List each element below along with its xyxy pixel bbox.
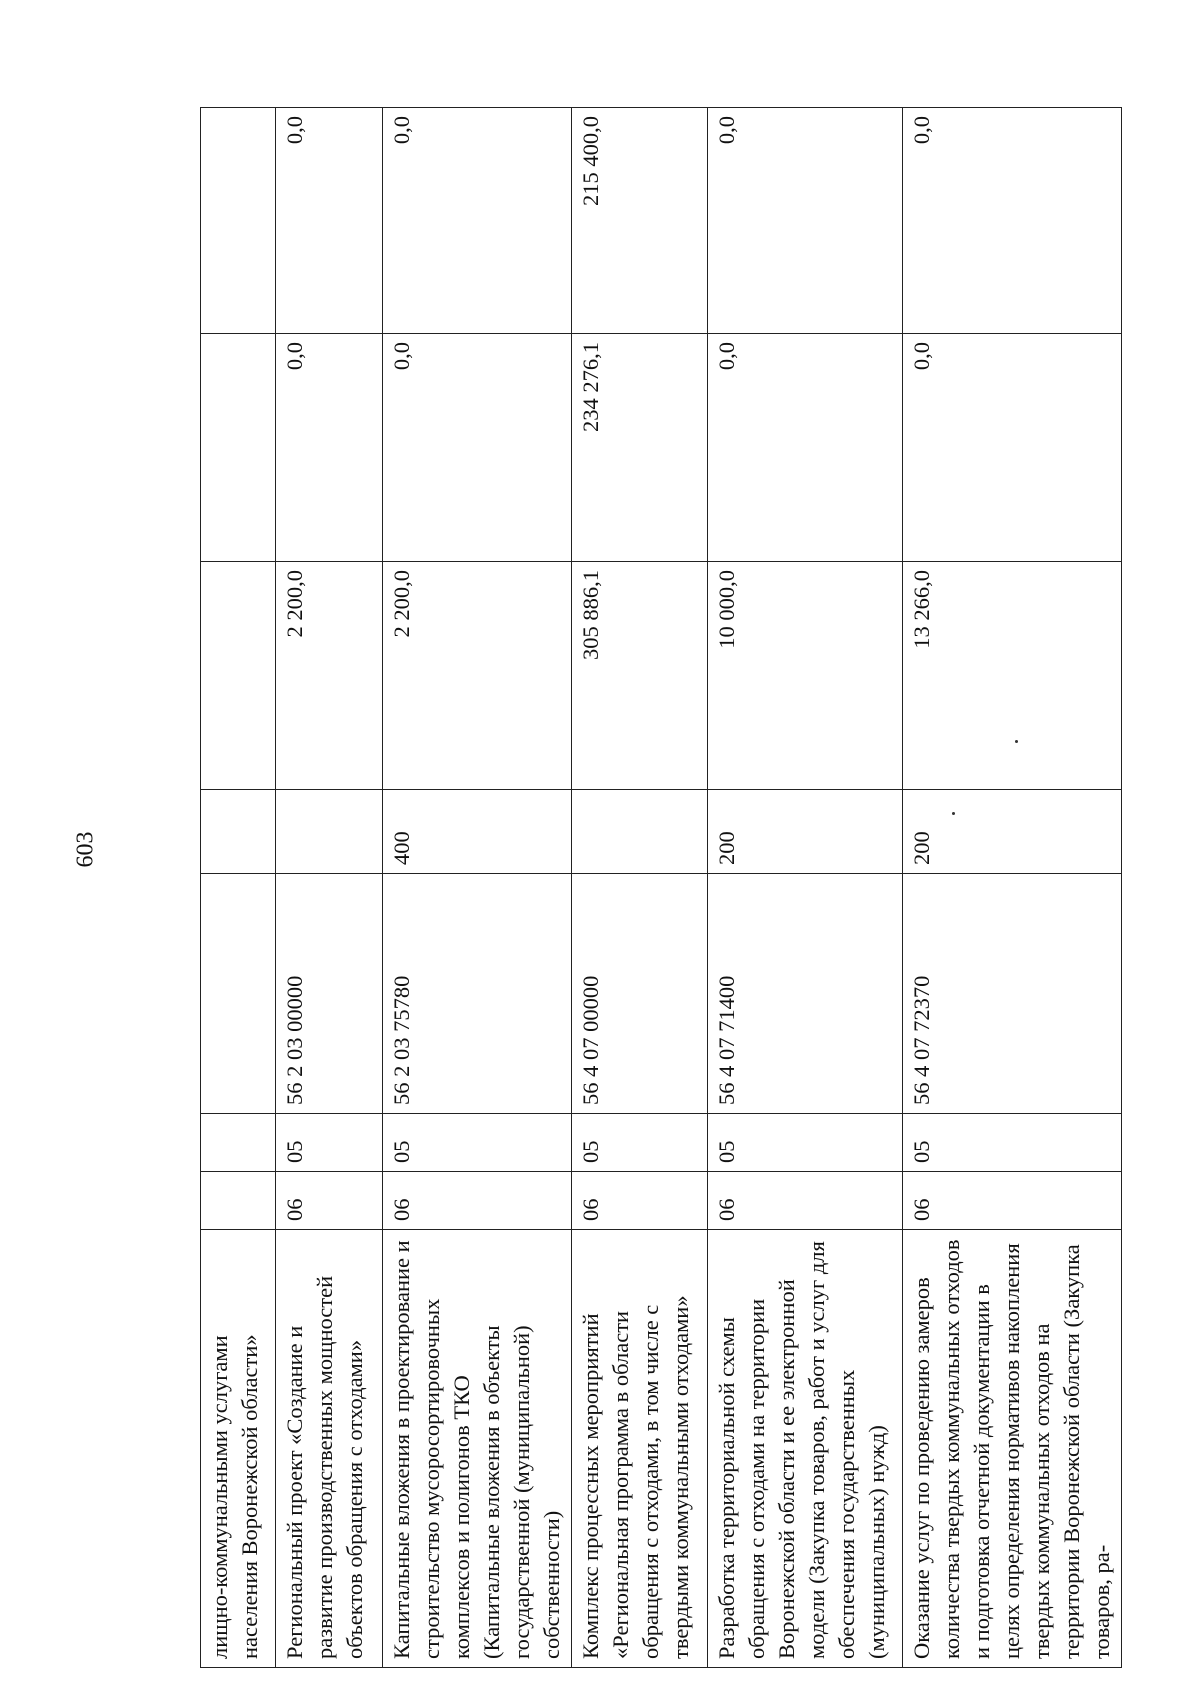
- cell-name: Региональный проект «Создание и развитие производственных мощностей объектов обращения с отходами»: [276, 1230, 383, 1668]
- cell-amount-3: 0,0: [276, 108, 383, 334]
- cell-section: 06: [572, 1172, 708, 1230]
- cell-subsection: 05: [383, 1114, 572, 1172]
- cell-expense-type: 200: [903, 790, 1122, 874]
- cell-subsection: 05: [276, 1114, 383, 1172]
- table-row: [572, 108, 708, 1668]
- table-row: [708, 108, 903, 1668]
- budget-table-frame: [200, 108, 1114, 1668]
- cell-section: 06: [276, 1172, 383, 1230]
- table-row: [201, 108, 276, 1668]
- cell-name: Комплекс процессных мероприятий «Региональная программа в области обращения с отходами, в том числе с твердыми коммунальными отходами»: [572, 1230, 708, 1668]
- budget-table-rotated: [200, 108, 1114, 1668]
- cell-section: 06: [903, 1172, 1122, 1230]
- cell-target-code: 56 4 07 71400: [708, 874, 903, 1114]
- cell-amount-1: 2 200,0: [276, 562, 383, 790]
- cell-target-code: [201, 874, 276, 1114]
- page-number-text: 603: [72, 831, 99, 868]
- cell-amount-3: 0,0: [903, 108, 1122, 334]
- table-row: [383, 108, 572, 1668]
- cell-target-code: 56 2 03 75780: [383, 874, 572, 1114]
- cell-amount-2: 0,0: [276, 334, 383, 562]
- table-row: [276, 108, 383, 1668]
- cell-subsection: 05: [708, 1114, 903, 1172]
- page-number: [68, 831, 104, 868]
- cell-target-code: 56 2 03 00000: [276, 874, 383, 1114]
- cell-name: Капитальные вложения в проектирование и строительство мусоросортировочных комплексов и полигонов ТКО (Капитальные вложения в объекты государственной (муниципальной) собственности): [383, 1230, 572, 1668]
- cell-amount-1: [201, 562, 276, 790]
- cell-amount-3: 0,0: [383, 108, 572, 334]
- cell-expense-type: [276, 790, 383, 874]
- cell-amount-1: 10 000,0: [708, 562, 903, 790]
- cell-section: 06: [708, 1172, 903, 1230]
- cell-amount-3: [201, 108, 276, 334]
- cell-amount-3: 0,0: [708, 108, 903, 334]
- cell-amount-2: 0,0: [708, 334, 903, 562]
- cell-target-code: 56 4 07 00000: [572, 874, 708, 1114]
- cell-name: лищно-коммунальными услугами населения Воронежской области»: [201, 1230, 276, 1668]
- cell-amount-3: 215 400,0: [572, 108, 708, 334]
- cell-subsection: [201, 1114, 276, 1172]
- cell-amount-2: 0,0: [903, 334, 1122, 562]
- cell-amount-1: 13 266,0: [903, 562, 1122, 790]
- cell-expense-type: [201, 790, 276, 874]
- cell-amount-2: 0,0: [383, 334, 572, 562]
- cell-target-code: 56 4 07 72370: [903, 874, 1122, 1114]
- cell-amount-2: [201, 334, 276, 562]
- cell-name: Разработка территориальной схемы обращения с отходами на территории Воронежской области и ее электронной модели (Закупка товаров, работ и услуг для обеспечения государственных (муниципальных) нужд): [708, 1230, 903, 1668]
- cell-name: Оказание услуг по проведению замеров количества твердых коммунальных отходов и подготовка отчетной документации в целях определения нормативов накопления твердых коммунальных отходов на территории Воронежской области (Закупка товаров, ра-: [903, 1230, 1122, 1668]
- budget-table: [200, 107, 1122, 1668]
- cell-expense-type: 200: [708, 790, 903, 874]
- cell-section: [201, 1172, 276, 1230]
- cell-expense-type: [572, 790, 708, 874]
- cell-amount-2: 234 276,1: [572, 334, 708, 562]
- cell-subsection: 05: [572, 1114, 708, 1172]
- cell-section: 06: [383, 1172, 572, 1230]
- cell-expense-type: 400: [383, 790, 572, 874]
- cell-amount-1: 2 200,0: [383, 562, 572, 790]
- table-row: [903, 108, 1122, 1668]
- cell-amount-1: 305 886,1: [572, 562, 708, 790]
- cell-subsection: 05: [903, 1114, 1122, 1172]
